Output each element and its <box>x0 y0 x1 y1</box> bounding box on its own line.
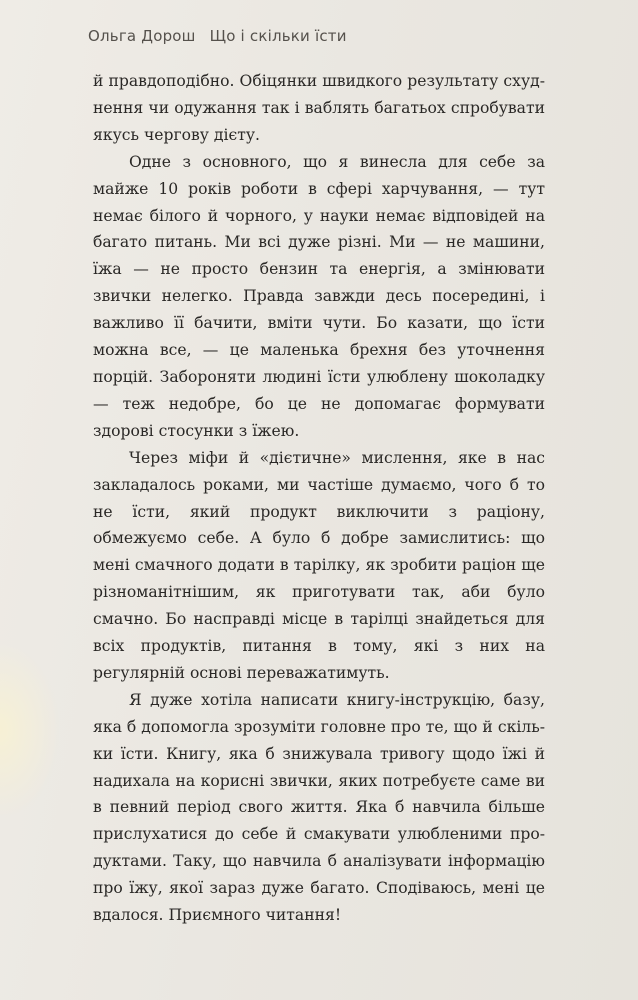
paragraph: Одне з основного, що я винесла для себе за майже 10 років роботи в сфері харчування, — тут немає білого й чорного, у науки немає відповідей на багато питань. Ми всі дуже різні. Ми — не машини, їжа — не просто бензин та енергія, а змінювати звички нелегко. Правда завжди десь посередині, і важливо її бачити, вміти чути. Бо казати, що їсти можна все, — це маленька брехня без уточнення порцій. Забороняти людині їсти улюблену шоколадку — теж недобре, бо це не допомагає формувати здорові стосунки з їжею. <box>93 152 545 440</box>
paragraph: Я дуже хотіла написати книгу-інструкцію, базу, яка б допомогла зрозуміти головне про те, що й скільки їсти. Книгу, яка б знижувала тривогу щодо їжі й надихала на корисні звички, яких потребуєте саме ви в певний період свого життя. Яка б навчила більше прислухатися до себе й смакувати улюбленими продуктами. Таку, що навчила б аналізувати інформацію про їжу, якої зараз дуже багато. Сподіваюсь, мені це вдалося. Приємного читання! <box>93 690 545 925</box>
book-title: Що і скільки їсти <box>209 27 347 45</box>
page-light-glow <box>0 640 60 820</box>
paragraph: Через міфи й «дієтичне» мислення, яке в нас закладалось роками, ми частіше думаємо, чого б то не їсти, який продукт виключити з раціону, обмежуємо себе. А було б добре замислитись: що мені смачного додати в тарілку, як зробити раціон ще різноманітнішим, як приготувати так, аби було смачно. Бо насправді місце в тарілці знайдеться для всіх продуктів, питання в тому, які з них на регулярній основі переважатимуть. <box>93 448 545 682</box>
body-text <box>93 68 545 929</box>
running-head <box>88 27 347 45</box>
author-name: Ольга Дорош <box>88 27 196 45</box>
paragraph-continued: й правдоподібно. Обіцянки швидкого результату схуднення чи одужання так і ваблять багатьох спробувати якусь чергову дієту. <box>93 72 545 144</box>
